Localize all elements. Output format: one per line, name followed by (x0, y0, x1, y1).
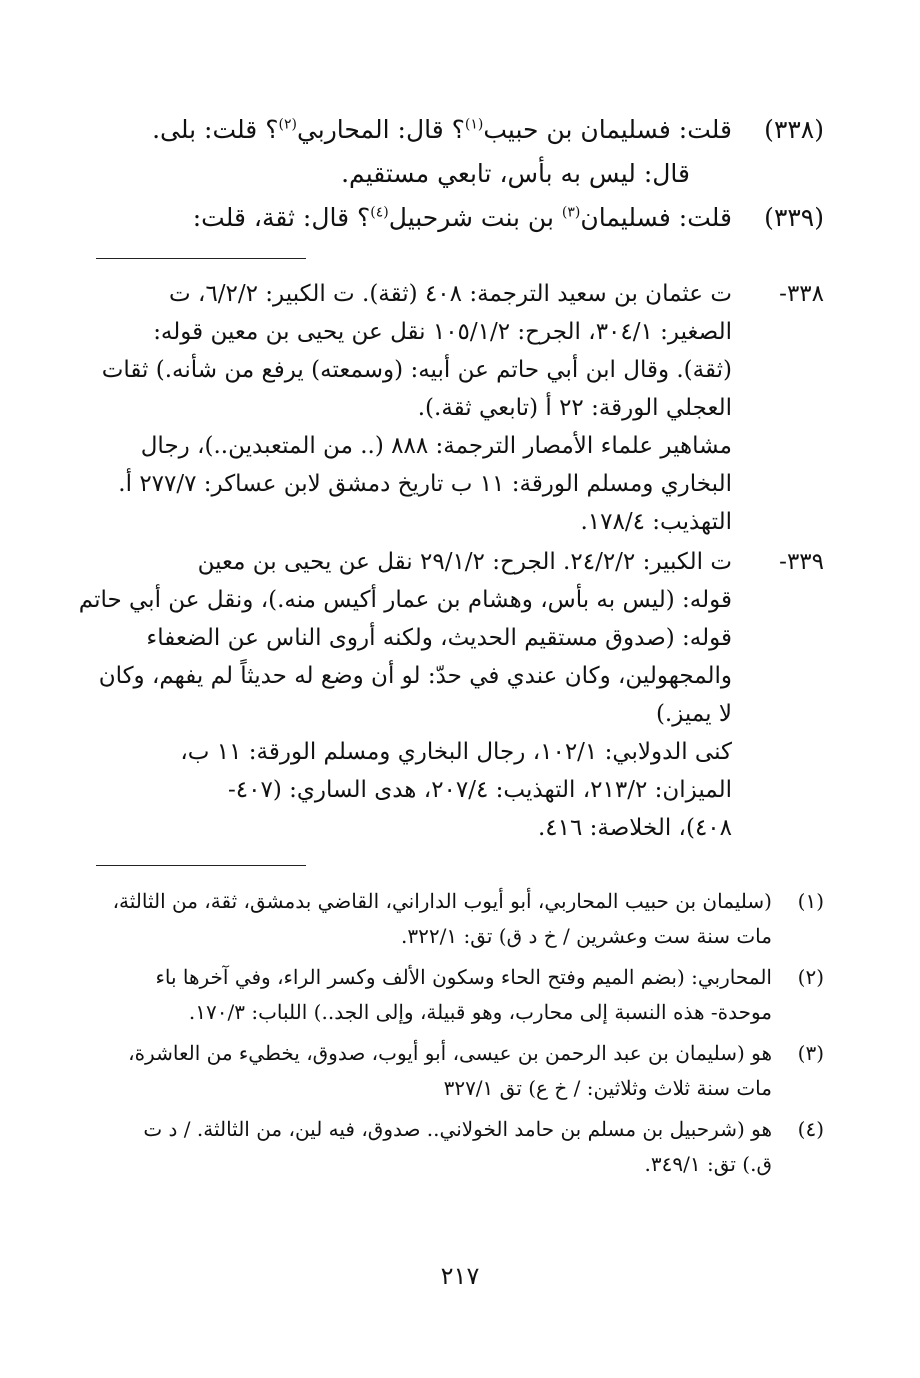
tahqiq-338 (96, 275, 824, 541)
entry-line: قال: ليس به بأس، تابعي مستقيم. (341, 159, 690, 188)
entry-number: (٣٣٨) (764, 115, 824, 144)
footnote-number: (١) (797, 889, 824, 913)
tahqiq-line: (ثقة). وقال ابن أبي حاتم عن أبيه: (وسمعته) يرفع من شأنه.) ثقات (101, 357, 732, 383)
footnote-line: ق.) تق: ٣٤٩/١. (644, 1152, 772, 1176)
footnote-number: (٤) (797, 1117, 824, 1141)
tahqiq-line: البخاري ومسلم الورقة: ١١ ب تاريخ دمشق لابن عساكر: ٢٧٧/٧ أ. (118, 471, 732, 497)
footnote-1 (96, 884, 824, 954)
footnote-number: (٢) (797, 965, 824, 989)
footnote-marker: (١) (464, 116, 484, 133)
tahqiq-line: الميزان: ٢١٣/٢، التهذيب: ٢٠٧/٤، هدى الساري: (٤٠٧- (228, 777, 732, 803)
tahqiq-line: كنى الدولابي: ١٠٢/١، رجال البخاري ومسلم الورقة: ١١ ب، (180, 739, 732, 765)
footnote-line: مات سنة ثلاث وثلاثين: / خ ع) تق ٣٢٧/١ (443, 1076, 772, 1100)
footnote-line: المحاربي: (بضم الميم وفتح الحاء وسكون الألف وكسر الراء، وفي آخرها باء (155, 965, 772, 989)
tahqiq-line: ت عثمان بن سعيد الترجمة: ٤٠٨ (ثقة). ت الكبير: ٦/٢/٢، ت (169, 281, 732, 307)
footnotes (96, 884, 824, 1182)
footnote-line: مات سنة ست وعشرين / خ د ق) تق: ٣٢٢/١. (401, 924, 772, 948)
tahqiq-339 (78, 543, 824, 847)
tahqiq-line: ٤٠٨)، الخلاصة: ٤١٦. (537, 815, 732, 841)
separator-rule (96, 258, 306, 259)
tahqiq-line: قوله: (ليس به بأس، وهشام بن عمار أكيس منه.)، ونقل عن أبي حاتم (78, 587, 732, 613)
tahqiq-line: قوله: (صدوق مستقيم الحديث، ولكنه أروى الناس عن الضعفاء (146, 625, 732, 651)
tahqiq-notes (78, 275, 824, 847)
footnote-4 (96, 1112, 824, 1182)
tahqiq-line: التهذيب: ١٧٨/٤. (580, 509, 732, 535)
tahqiq-line: والمجهولين، وكان عندي في حدّ: لو أن وضع له حديثاً لم يفهم، وكان (98, 663, 732, 689)
footnote-marker: (٢) (278, 116, 297, 133)
entry-339 (96, 196, 824, 240)
entry-number: (٣٣٩) (764, 203, 824, 232)
tahqiq-line: لا يميز.) (655, 701, 732, 727)
footnote-3 (96, 1036, 824, 1106)
separator-rule (96, 865, 306, 866)
footnote-line: هو (سليمان بن عبد الرحمن بن عيسى، أبو أيوب، صدوق، يخطيء من العاشرة، (128, 1041, 772, 1065)
tahqiq-line: العجلي الورقة: ٢٢ أ (تابعي ثقة.). (417, 395, 732, 421)
tahqiq-line: مشاهير علماء الأمصار الترجمة: ٨٨٨ (.. من المتعبدين..)، رجال (140, 433, 732, 459)
footnote-2 (96, 960, 824, 1030)
page (78, 108, 824, 1188)
tahqiq-number: ٣٣٩- (779, 549, 824, 575)
entry-line: قلت: فسليمان بن حبيب$^{(١)}$؟ قال: المحاربي$^{(٢)}$؟ قلت: بلى. (152, 115, 732, 144)
entry-line: قلت: فسليمان$^{(٣)}$ بن بنت شرحبيل$^{(٤)}$؟ قال: ثقة، قلت: (192, 203, 732, 232)
page-number: ٢١٧ (440, 1262, 480, 1290)
main-text (96, 108, 824, 240)
tahqiq-line: ت الكبير: ٢٤/٢/٢. الجرح: ٢٩/١/٢ نقل عن يحيى بن معين (197, 549, 732, 575)
footnote-marker: (٤) (370, 204, 389, 221)
entry-338 (96, 108, 824, 196)
footnote-number: (٣) (797, 1041, 824, 1065)
footnote-line: موحدة- هذه النسبة إلى محارب، وهو قبيلة، وإلى الجد..) اللباب: ١٧٠/٣. (188, 1000, 772, 1024)
footnote-marker: (٣) (561, 204, 581, 221)
footnote-line: (سليمان بن حبيب المحاربي، أبو أيوب الداراني، القاضي بدمشق، ثقة، من الثالثة، (112, 889, 772, 913)
footnote-line: هو (شرحبيل بن مسلم بن حامد الخولاني.. صدوق، فيه لين، من الثالثة. / د ت (143, 1117, 772, 1141)
tahqiq-number: ٣٣٨- (779, 281, 824, 307)
tahqiq-line: الصغير: ٣٠٤/١، الجرح: ١٠٥/١/٢ نقل عن يحيى بن معين قوله: (153, 319, 732, 345)
